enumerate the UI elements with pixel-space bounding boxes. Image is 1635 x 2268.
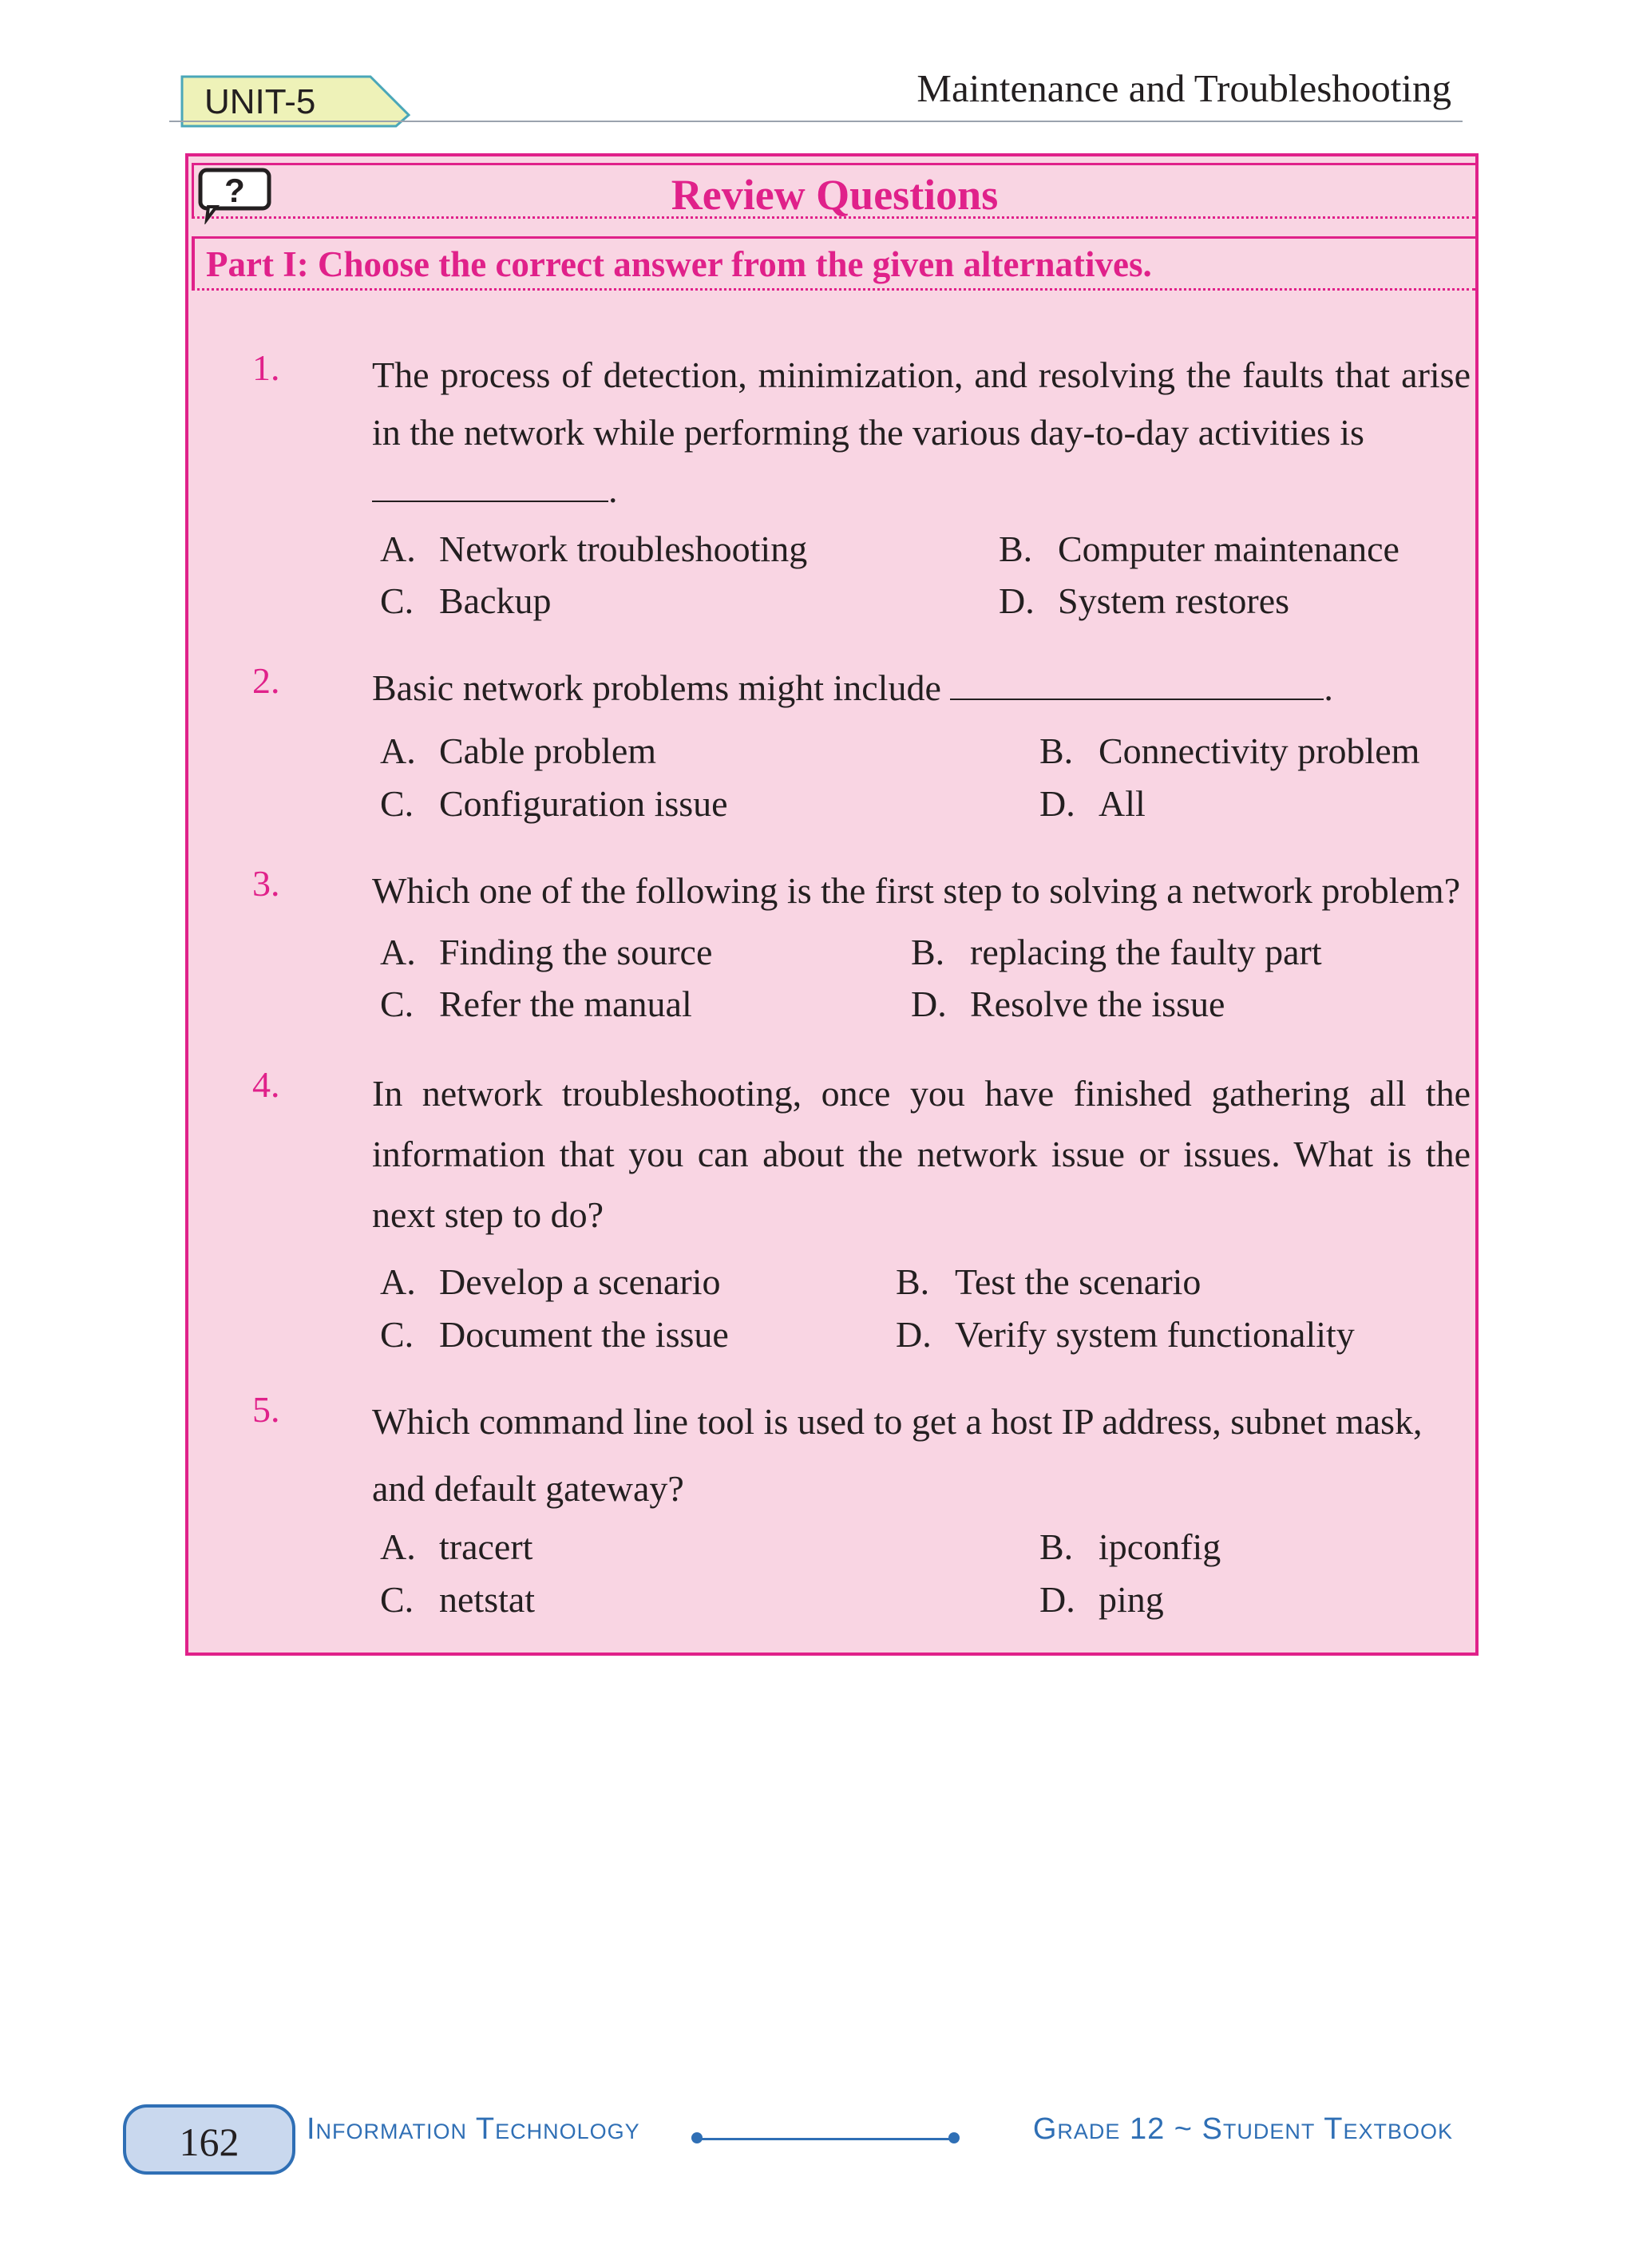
q5-option-d[interactable]: D. ping (1039, 1579, 1164, 1620)
q4-option-a[interactable]: A. Develop a scenario (380, 1261, 721, 1302)
question-2 (252, 659, 1471, 717)
svg-text:?: ? (224, 172, 245, 209)
question-1 (252, 346, 1471, 554)
q1-option-b[interactable]: B. Computer maintenance (999, 528, 1399, 569)
part-heading: Part I: Choose the correct answer from the given alternatives. (206, 244, 1152, 284)
footer-connector-line (695, 2138, 955, 2140)
q3-option-b[interactable]: B. replacing the faulty part (911, 932, 1322, 972)
question-text: Which command line tool is used to get a host IP address, subnet mask, and default gateway? (372, 1401, 1423, 1509)
question-5 (252, 1388, 1471, 1524)
unit-label: UNIT-5 (204, 82, 316, 121)
question-3 (252, 862, 1471, 920)
q3-option-d[interactable]: D. Resolve the issue (911, 984, 1225, 1024)
q2-option-b[interactable]: B. Connectivity problem (1039, 730, 1420, 771)
q4-option-b[interactable]: B. Test the scenario (896, 1261, 1202, 1302)
q3-option-a[interactable]: A. Finding the source (380, 932, 713, 972)
question-number: 2. (252, 660, 280, 701)
question-number: 3. (252, 863, 280, 904)
q5-option-c[interactable]: C. netstat (380, 1579, 536, 1620)
review-title: Review Questions (671, 171, 999, 219)
q1-option-a[interactable]: A. Network troubleshooting (380, 528, 808, 569)
review-questions-box (185, 153, 1479, 1656)
q1-option-d[interactable]: D. System restores (999, 580, 1290, 621)
page-number-badge (123, 2104, 295, 2175)
header-rule (169, 121, 1463, 122)
question-number: 5. (252, 1389, 280, 1430)
q4-option-c[interactable]: C. Document the issue (380, 1314, 729, 1355)
review-title-bar (192, 163, 1475, 219)
q5-option-a[interactable]: A. tracert (380, 1526, 533, 1567)
question-number: 4. (252, 1064, 280, 1105)
q2-option-d[interactable]: D. All (1039, 783, 1146, 824)
part-heading-bar (192, 236, 1475, 291)
question-text: The process of detection, minimization, and resolving the faults that arise in the network while performing the various day-to-day activities is . (372, 354, 1471, 510)
footer-dot-right (948, 2132, 960, 2143)
q4-option-d[interactable]: D. Verify system functionality (896, 1314, 1355, 1355)
page-number: 162 (179, 2120, 240, 2164)
footer-subject: Information Technology (307, 2112, 640, 2146)
question-text: Basic network problems might include . (372, 667, 1333, 708)
question-number: 1. (252, 347, 280, 388)
question-4 (252, 1063, 1471, 1255)
question-text: Which one of the following is the first step to solving a network problem? (372, 870, 1461, 911)
question-text: In network troubleshooting, once you have finished gathering all the information that you can about the network issue or issues. What is the next step to do? (372, 1073, 1471, 1235)
q5-option-b[interactable]: B. ipconfig (1039, 1526, 1221, 1567)
q2-option-a[interactable]: A. Cable problem (380, 730, 657, 771)
footer-book-title: Grade 12 ~ Student Textbook (1032, 2112, 1453, 2146)
q1-option-c[interactable]: C. Backup (380, 580, 552, 621)
chapter-title: Maintenance and Troubleshooting (916, 66, 1451, 110)
q2-option-c[interactable]: C. Configuration issue (380, 783, 728, 824)
q3-option-c[interactable]: C. Refer the manual (380, 984, 692, 1024)
